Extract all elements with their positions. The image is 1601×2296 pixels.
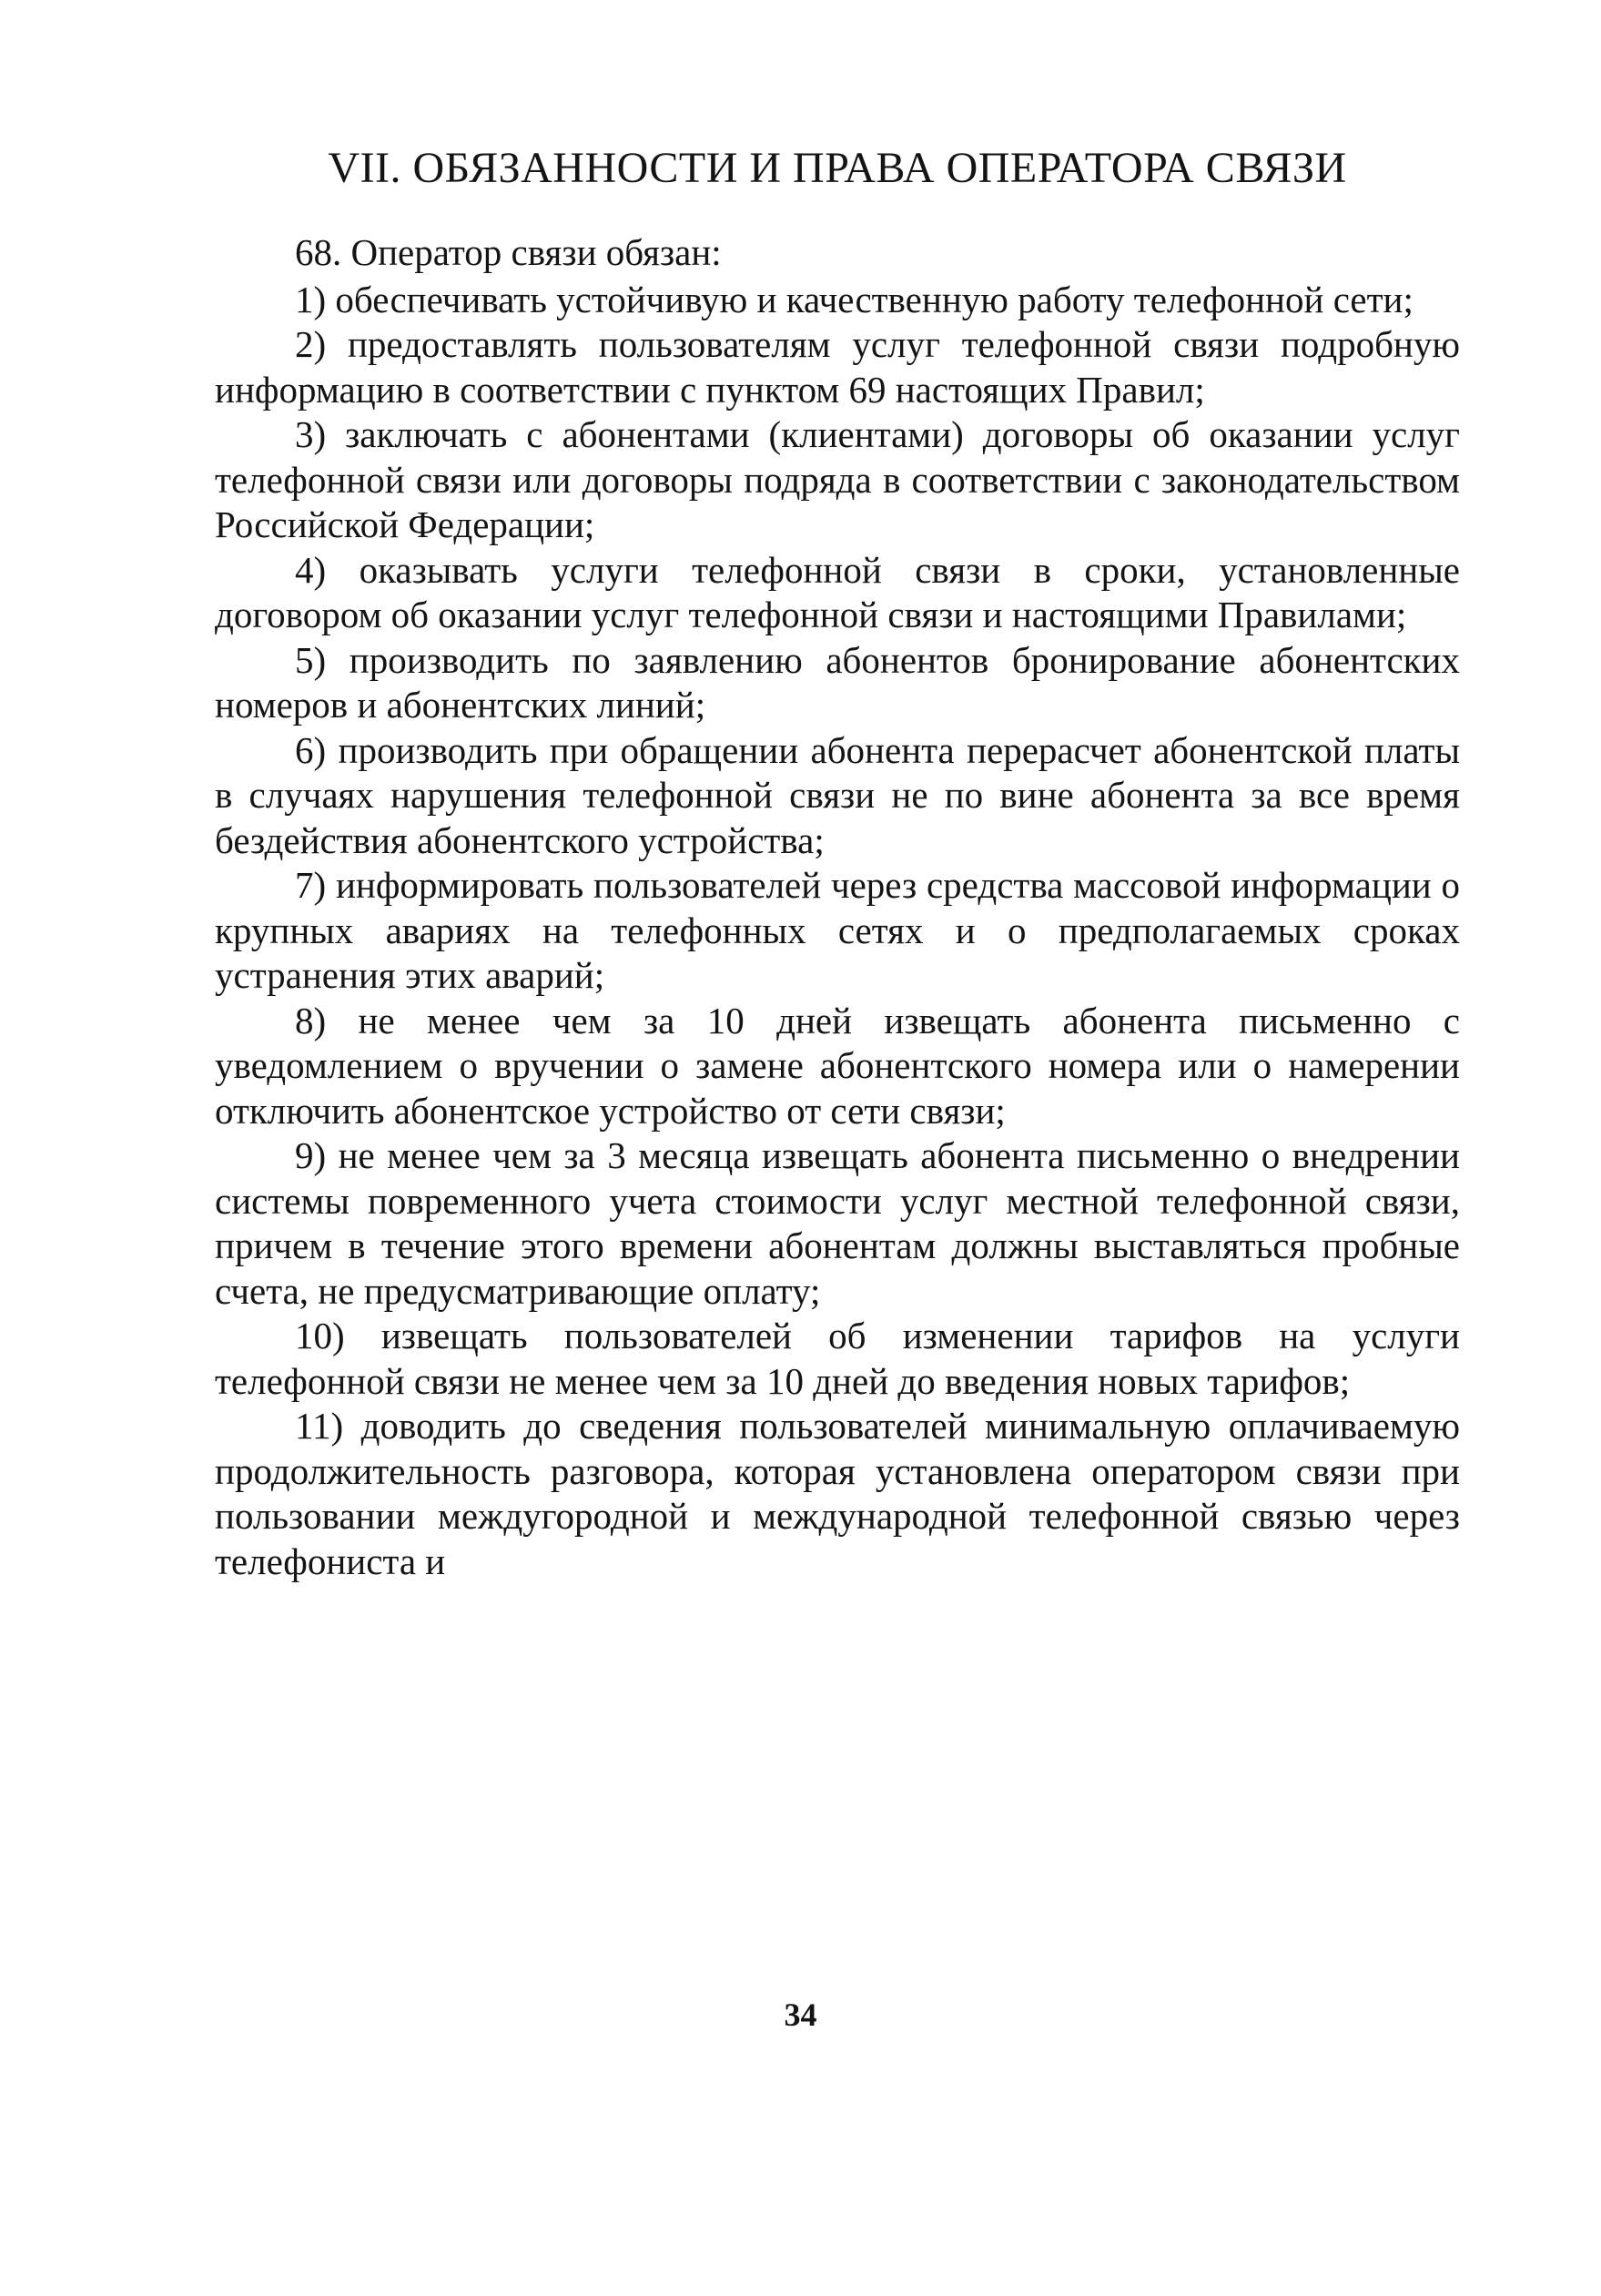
list-item: 10) извещать пользователей об изменении тарифов на услуги телефонной связи не менее чем за 10 дней до введения новых тарифов; (215, 1315, 1460, 1402)
page-number: 34 (784, 1996, 817, 2033)
list-item: 2) предоставлять пользователям услуг телефонной связи подробную информацию в соответствии с пунктом 69 настоящих Правил; (215, 323, 1460, 411)
list-item: 6) производить при обращении абонента перерасчет абонентской платы в случаях нарушения телефонной связи не по вине абонента за все время бездействия абонентского устройства; (215, 728, 1460, 861)
list-item: 5) производить по заявлению абонентов бронирование абонентских номеров и абонентских линий; (215, 638, 1460, 726)
list-item: 4) оказывать услуги телефонной связи в сроки, установленные договором об оказании услуг телефонной связи и настоящими Правилами; (215, 548, 1460, 635)
page-content (215, 141, 1460, 1584)
clause-intro: 68. Оператор связи обязан: (295, 231, 722, 273)
section-heading: VII. ОБЯЗАННОСТИ И ПРАВА ОПЕРАТОРА СВЯЗИ (328, 144, 1347, 192)
list-item: 8) не менее чем за 10 дней извещать абонента письменно с уведомлением о вручении о замене абонентского номера или о намерении отключить абонентское устройство от сети связи; (215, 999, 1460, 1132)
list-item: 7) информировать пользователей через средства массовой информации о крупных авариях на телефонных сетях и о предполагаемых сроках устранения этих аварий; (215, 864, 1460, 996)
list-item: 11) доводить до сведения пользователей минимальную оплачиваемую продолжительность разговора, которая установлена оператором связи при пользовании междугородной и международной телефонной связью через телефониста и (215, 1405, 1460, 1582)
list-item: 3) заключать с абонентами (клиентами) договоры об оказании услуг телефонной связи или договоры подряда в соответствии с законодательством Российской Федерации; (215, 413, 1460, 545)
obligations-list (215, 278, 1460, 1585)
list-item: 1) обеспечивать устойчивую и качественную работу телефонной сети; (295, 278, 1414, 320)
list-item: 9) не менее чем за 3 месяца извещать абонента письменно о внедрении системы повременного учета стоимости услуг местной телефонной связи, причем в течение этого времени абонентам должны выставляться пробные счета, не предусматривающие оплату; (215, 1134, 1460, 1312)
